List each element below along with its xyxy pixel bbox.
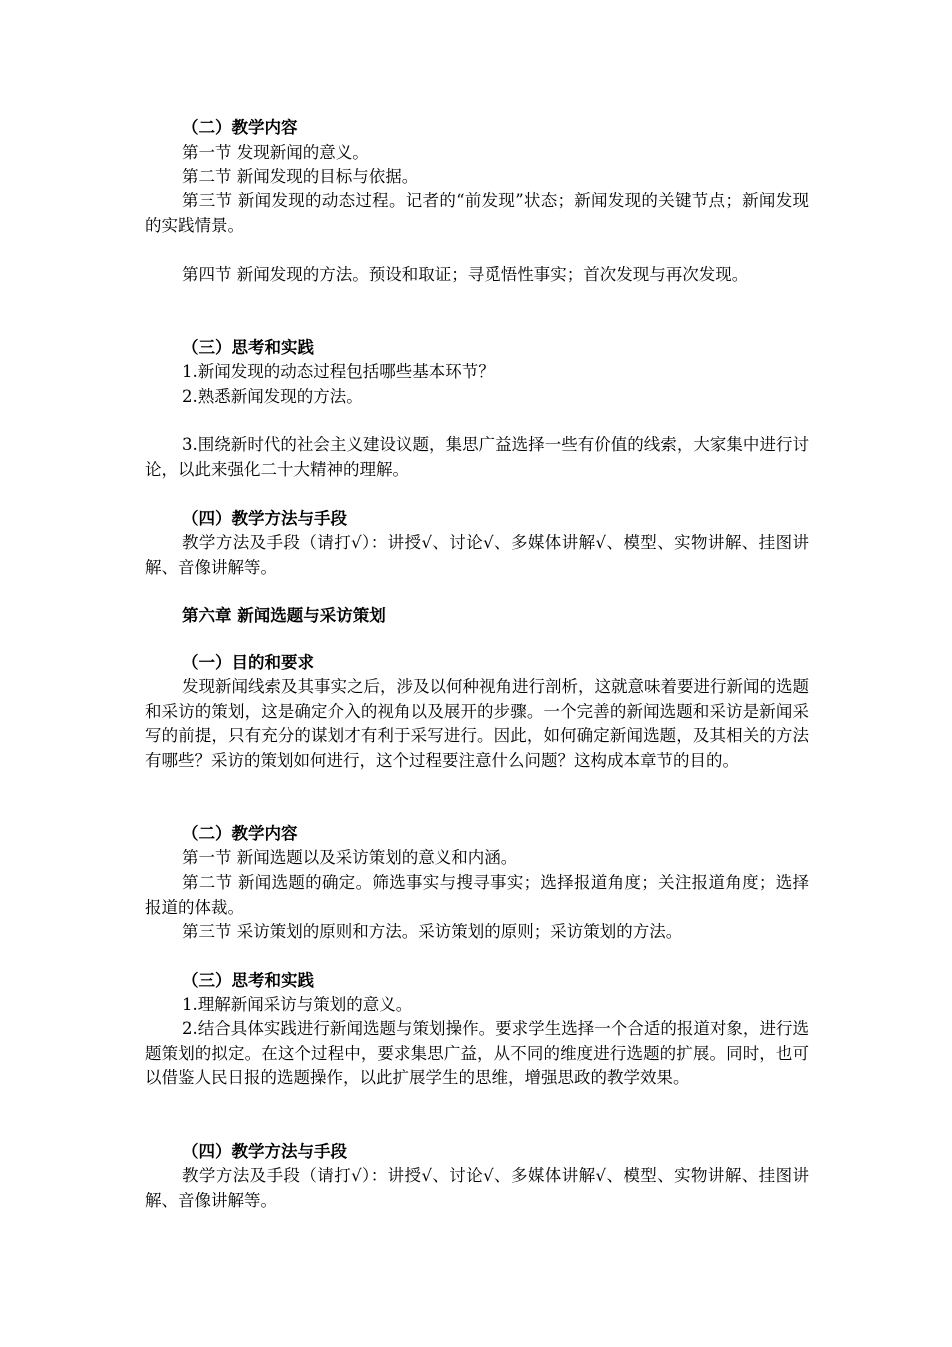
practice-item: 1.理解新闻采访与策划的意义。 xyxy=(182,995,413,1014)
section-heading-goals: （一）目的和要求 xyxy=(182,653,314,672)
section-heading-teaching-content: （二）教学内容 xyxy=(182,824,298,843)
section-paragraph: 第三节 新闻发现的动态过程。记者的“前发现”状态；新闻发现的关键节点；新闻发现的实践情景。 xyxy=(145,191,809,235)
practice-item: 1.新闻发现的动态过程包括哪些基本环节？ xyxy=(182,362,495,381)
section-heading-thinking-practice: （三）思考和实践 xyxy=(182,338,314,357)
goals-paragraph: 发现新闻线索及其事实之后，涉及以何种视角进行剖析，这就意味着要进行新闻的选题和采访的策划，这是确定介入的视角以及展开的步骤。一个完善的新闻选题和采访是新闻采写的前提，只有充分的谋划才有利于采写进行。因此，如何确定新闻选题，及其相关的方法有哪些？采访的策划如何进行，这个过程要注意什么问题？这构成本章节的目的。 xyxy=(145,677,809,770)
section-line: 第一节 发现新闻的意义。 xyxy=(182,143,369,162)
section-line: 第三节 采访策划的原则和方法。采访策划的原则；采访策划的方法。 xyxy=(182,922,683,941)
section-heading-thinking-practice: （三）思考和实践 xyxy=(182,971,314,990)
chapter-title: 第六章 新闻选题与采访策划 xyxy=(182,606,386,625)
practice-item: 3.围绕新时代的社会主义建设议题，集思广益选择一些有价值的线索，大家集中进行讨论，以此来强化二十大精神的理解。 xyxy=(145,435,809,479)
practice-item: 2.熟悉新闻发现的方法。 xyxy=(182,387,363,406)
section-heading-teaching-content: （二）教学内容 xyxy=(182,118,298,137)
section-paragraph: 第四节 新闻发现的方法。预设和取证；寻觅悟性事实；首次发现与再次发现。 xyxy=(182,265,749,284)
practice-item: 2.结合具体实践进行新闻选题与策划操作。要求学生选择一个合适的报道对象，进行选题策划的拟定。在这个过程中，要求集思广益，从不同的维度进行选题的扩展。同时，也可以借鉴人民日报的选题操作，以此扩展学生的思维，增强思政的教学效果。 xyxy=(145,1019,809,1087)
methods-paragraph: 教学方法及手段（请打√）：讲授√、讨论√、多媒体讲解√、模型、实物讲解、挂图讲解、音像讲解等。 xyxy=(145,1166,809,1210)
section-paragraph: 第二节 新闻选题的确定。筛选事实与搜寻事实；选择报道角度；关注报道角度；选择报道的体裁。 xyxy=(145,873,809,917)
section-line: 第二节 新闻发现的目标与依据。 xyxy=(182,167,419,186)
section-heading-teaching-methods: （四）教学方法与手段 xyxy=(182,509,347,528)
section-line: 第一节 新闻选题以及采访策划的意义和内涵。 xyxy=(182,848,518,867)
section-heading-teaching-methods: （四）教学方法与手段 xyxy=(182,1142,347,1161)
methods-paragraph: 教学方法及手段（请打√）：讲授√、讨论√、多媒体讲解√、模型、实物讲解、挂图讲解、音像讲解等。 xyxy=(145,533,809,577)
